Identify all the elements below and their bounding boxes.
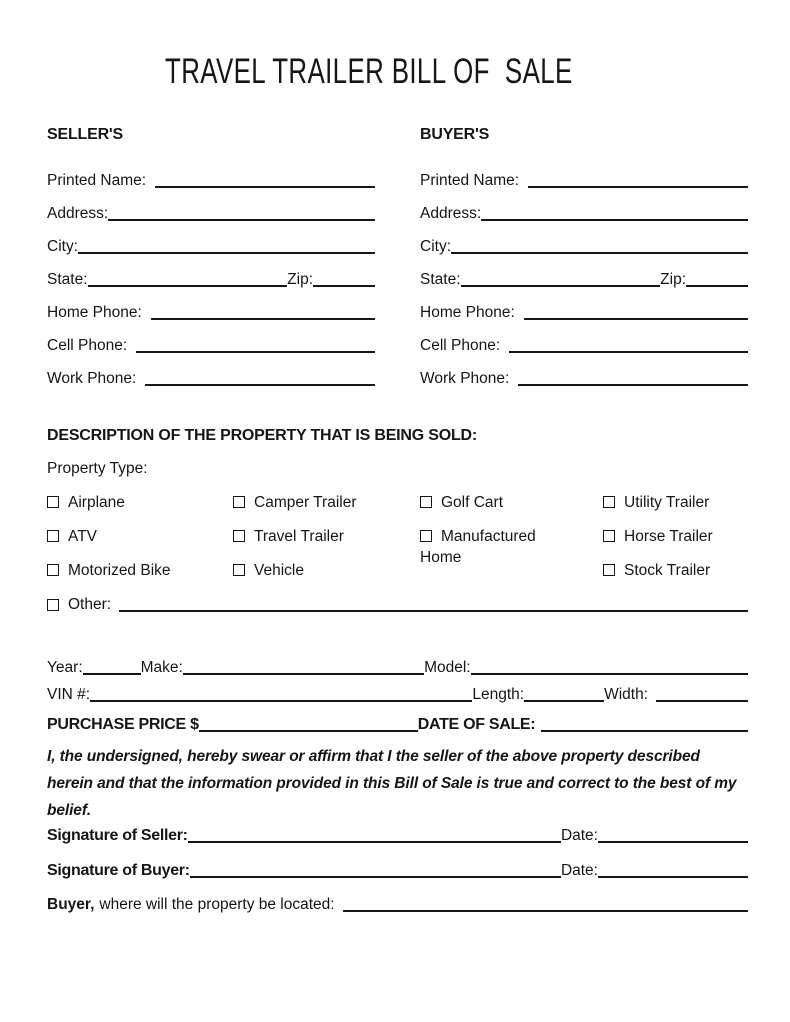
property-location-row — [47, 881, 748, 915]
property-type-options — [47, 492, 748, 581]
work-phone-label: Work Phone: — [420, 370, 510, 387]
seller-cell-phone-row — [47, 323, 375, 356]
option-other-row — [47, 594, 748, 615]
buyer-state-line[interactable] — [461, 285, 661, 287]
length-line[interactable] — [524, 700, 604, 702]
seller-signature-date-line[interactable] — [598, 841, 748, 843]
cell-phone-label: Cell Phone: — [47, 337, 128, 354]
work-phone-label: Work Phone: — [47, 370, 137, 387]
document-title: TRAVEL TRAILER BILL OF SALE — [165, 52, 573, 91]
option-airplane[interactable] — [47, 492, 125, 513]
purchase-price-line[interactable] — [199, 730, 418, 732]
signature-of-buyer-label: Signature of Buyer: — [47, 862, 190, 879]
property-type-column-3 — [420, 492, 603, 581]
zip-label: Zip: — [287, 271, 313, 288]
width-label: Width: — [604, 686, 648, 703]
model-label: Model: — [424, 659, 471, 676]
printed-name-label: Printed Name: — [420, 172, 520, 189]
property-type-column-1 — [47, 492, 233, 581]
property-type-label: Property Type: — [47, 460, 148, 477]
buyer-heading: BUYER'S — [420, 126, 490, 143]
seller-heading: SELLER'S — [47, 126, 123, 143]
buyer-bold-label: Buyer, — [47, 896, 95, 913]
seller-city-row — [47, 224, 375, 257]
home-phone-label: Home Phone: — [47, 304, 142, 321]
checkbox-icon[interactable] — [47, 496, 59, 508]
signature-of-seller-label: Signature of Seller: — [47, 827, 188, 844]
option-utility-trailer[interactable] — [603, 492, 709, 513]
option-horse-trailer[interactable] — [603, 526, 713, 547]
home-phone-label: Home Phone: — [420, 304, 515, 321]
make-line[interactable] — [183, 673, 424, 675]
option-travel-trailer[interactable] — [233, 526, 344, 547]
checkbox-icon[interactable] — [233, 496, 245, 508]
purchase-price-label: PURCHASE PRICE $ — [47, 716, 199, 733]
seller-work-phone-row — [47, 356, 375, 389]
price-date-row — [47, 705, 748, 735]
buyer-signature-date-line[interactable] — [598, 876, 748, 878]
property-location-label: where will the property be located: — [99, 896, 335, 913]
buyer-signature-row — [47, 846, 748, 881]
other-line[interactable] — [119, 610, 748, 612]
property-location-line[interactable] — [343, 910, 748, 912]
buyer-address-row — [420, 191, 748, 224]
width-line[interactable] — [656, 700, 748, 702]
buyer-cell-phone-line[interactable] — [509, 351, 748, 353]
seller-signature-row — [47, 824, 748, 846]
date-of-sale-line[interactable] — [541, 730, 748, 732]
checkbox-icon[interactable] — [233, 564, 245, 576]
seller-column — [47, 124, 375, 389]
checkbox-icon[interactable] — [420, 530, 432, 542]
parties-section — [47, 124, 748, 389]
address-label: Address: — [420, 205, 482, 222]
seller-state-line[interactable] — [88, 285, 288, 287]
year-label: Year: — [47, 659, 83, 676]
property-type-column-4 — [603, 492, 748, 581]
vin-label: VIN #: — [47, 686, 91, 703]
state-label: State: — [47, 271, 88, 288]
checkbox-icon[interactable] — [603, 496, 615, 508]
seller-home-phone-line[interactable] — [151, 318, 375, 320]
buyer-zip-line[interactable] — [686, 285, 748, 287]
buyer-address-line[interactable] — [481, 219, 748, 221]
checkbox-label: Camper Trailer — [254, 494, 357, 511]
seller-city-line[interactable] — [78, 252, 375, 254]
buyer-work-phone-line[interactable] — [518, 384, 748, 386]
year-line[interactable] — [83, 673, 141, 675]
buyer-printed-name-line[interactable] — [528, 186, 748, 188]
checkbox-label: Motorized Bike — [68, 562, 171, 579]
printed-name-label: Printed Name: — [47, 172, 147, 189]
checkbox-label: Airplane — [68, 494, 125, 511]
date-of-sale-label: DATE OF SALE: — [417, 716, 536, 733]
checkbox-icon[interactable] — [233, 530, 245, 542]
checkbox-label: Vehicle — [254, 562, 304, 579]
checkbox-label: Travel Trailer — [254, 528, 344, 545]
seller-work-phone-line[interactable] — [145, 384, 375, 386]
checkbox-icon[interactable] — [603, 564, 615, 576]
state-label: State: — [420, 271, 461, 288]
buyer-home-phone-row — [420, 290, 748, 323]
checkbox-icon[interactable] — [47, 564, 59, 576]
vin-length-width-row — [47, 678, 748, 705]
seller-zip-line[interactable] — [313, 285, 375, 287]
make-label: Make: — [140, 659, 183, 676]
date-label: Date: — [560, 862, 598, 879]
vin-line[interactable] — [90, 700, 472, 702]
length-label: Length: — [472, 686, 525, 703]
checkbox-label: ATV — [68, 528, 97, 545]
seller-printed-name-row — [47, 158, 375, 191]
affirmation-paragraph: I, the undersigned, hereby swear or affirm that I the seller of the above property described herein and that the information provided in this Bill of Sale is true and correct to the best of my belief. — [47, 748, 737, 819]
buyer-home-phone-line[interactable] — [524, 318, 748, 320]
seller-signature-line[interactable] — [188, 841, 561, 843]
buyer-work-phone-row — [420, 356, 748, 389]
option-manufactured-home[interactable] — [420, 526, 550, 568]
other-label: Other: — [68, 596, 112, 613]
city-label: City: — [420, 238, 451, 255]
buyer-city-line[interactable] — [451, 252, 748, 254]
date-label: Date: — [560, 827, 598, 844]
year-make-model-row — [47, 651, 748, 678]
option-vehicle[interactable] — [233, 560, 304, 581]
seller-printed-name-line[interactable] — [155, 186, 375, 188]
description-heading: DESCRIPTION OF THE PROPERTY THAT IS BEING SOLD: — [47, 427, 478, 444]
checkbox-label: Horse Trailer — [624, 528, 713, 545]
zip-label: Zip: — [660, 271, 686, 288]
buyer-cell-phone-row — [420, 323, 748, 356]
property-type-column-2 — [233, 492, 420, 581]
checkbox-icon[interactable] — [47, 530, 59, 542]
seller-address-row — [47, 191, 375, 224]
buyer-column — [420, 124, 748, 389]
vehicle-details-section — [47, 651, 748, 735]
seller-address-line[interactable] — [108, 219, 375, 221]
address-label: Address: — [47, 205, 109, 222]
option-golf-cart[interactable] — [420, 492, 503, 513]
option-motorized-bike[interactable] — [47, 560, 171, 581]
model-line[interactable] — [471, 673, 748, 675]
checkbox-label: Golf Cart — [441, 494, 504, 511]
checkbox-label: Stock Trailer — [624, 562, 711, 579]
checkbox-icon[interactable] — [420, 496, 432, 508]
option-stock-trailer[interactable] — [603, 560, 710, 581]
seller-cell-phone-line[interactable] — [136, 351, 375, 353]
checkbox-label: Manufactured Home — [420, 528, 536, 566]
buyer-city-row — [420, 224, 748, 257]
option-atv[interactable] — [47, 526, 97, 547]
buyer-printed-name-row — [420, 158, 748, 191]
city-label: City: — [47, 238, 78, 255]
buyer-state-zip-row — [420, 257, 748, 290]
seller-home-phone-row — [47, 290, 375, 323]
seller-state-zip-row — [47, 257, 375, 290]
buyer-signature-line[interactable] — [190, 876, 561, 878]
checkbox-icon[interactable] — [603, 530, 615, 542]
checkbox-label: Utility Trailer — [624, 494, 710, 511]
checkbox-icon[interactable] — [47, 599, 59, 611]
option-camper-trailer[interactable] — [233, 492, 357, 513]
cell-phone-label: Cell Phone: — [420, 337, 501, 354]
